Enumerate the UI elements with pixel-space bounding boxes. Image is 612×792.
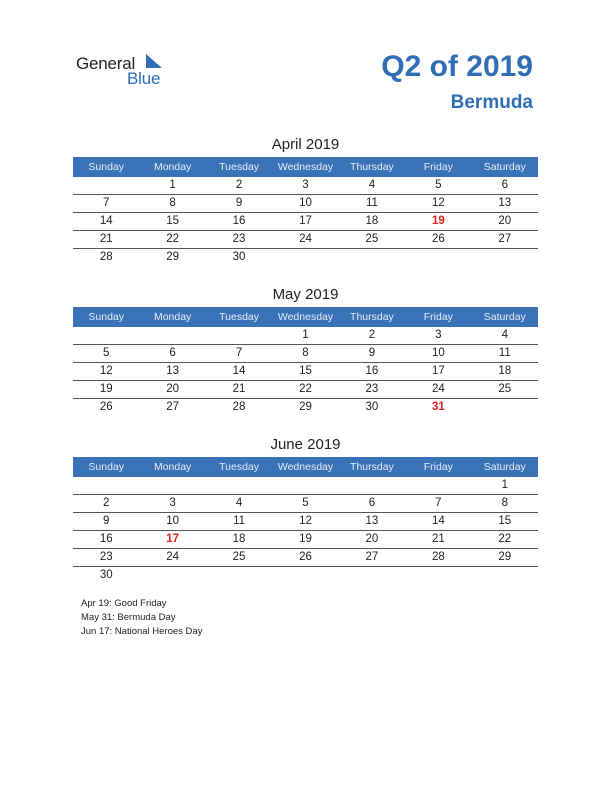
day-cell: 15 bbox=[299, 365, 312, 377]
day-cell bbox=[272, 477, 338, 494]
day-cell: 2 bbox=[103, 497, 110, 509]
month-calendar bbox=[73, 284, 538, 416]
day-cell: 17 bbox=[431, 365, 445, 377]
day-cell: 31 bbox=[431, 401, 445, 413]
week-row bbox=[73, 567, 538, 584]
day-cell bbox=[472, 567, 538, 584]
weekday-label: Friday bbox=[423, 311, 453, 323]
weekday-label: Thursday bbox=[350, 161, 394, 173]
day-cell: 21 bbox=[99, 233, 113, 245]
day-cell: 30 bbox=[99, 569, 113, 581]
day-cell: 17 bbox=[299, 215, 312, 227]
weekday-label: Saturday bbox=[483, 461, 526, 473]
day-cell: 1 bbox=[302, 329, 309, 341]
day-cell: 2 bbox=[235, 179, 243, 191]
day-cell: 1 bbox=[169, 179, 176, 191]
month-calendar bbox=[73, 134, 538, 266]
weekday-header bbox=[73, 157, 538, 177]
day-cell: 27 bbox=[498, 233, 512, 245]
brand-logo bbox=[76, 52, 186, 92]
weekday-label: Monday bbox=[153, 161, 192, 173]
week-row bbox=[73, 249, 538, 266]
day-cell bbox=[73, 477, 139, 494]
day-cell: 12 bbox=[99, 365, 113, 377]
weekday-label: Tuesday bbox=[219, 461, 259, 473]
day-cell: 10 bbox=[431, 347, 445, 359]
weekday-label: Sunday bbox=[88, 161, 125, 173]
weekday-label: Monday bbox=[153, 461, 192, 473]
weekday-label: Thursday bbox=[350, 461, 394, 473]
day-cell: 4 bbox=[501, 329, 508, 341]
day-cell: 14 bbox=[99, 215, 113, 227]
day-cell: 2 bbox=[368, 329, 376, 341]
day-cell: 10 bbox=[299, 197, 312, 209]
day-cell: 18 bbox=[232, 533, 246, 545]
month-title: June 2019 bbox=[270, 436, 341, 453]
day-cell: 5 bbox=[103, 347, 110, 359]
day-cell: 5 bbox=[435, 179, 442, 191]
day-cell: 29 bbox=[299, 401, 312, 413]
week-row bbox=[73, 531, 538, 549]
week-row bbox=[73, 399, 538, 416]
day-cell: 15 bbox=[166, 215, 180, 227]
day-cell: 7 bbox=[435, 497, 442, 509]
month-title: May 2019 bbox=[272, 286, 339, 303]
day-cell: 6 bbox=[169, 347, 176, 359]
day-cell: 27 bbox=[365, 551, 379, 563]
day-cell: 8 bbox=[169, 197, 176, 209]
weekday-label: Wednesday bbox=[277, 311, 334, 323]
day-cell bbox=[73, 327, 139, 344]
day-cell: 15 bbox=[498, 515, 512, 527]
day-cell: 29 bbox=[498, 551, 512, 563]
day-cell bbox=[472, 249, 538, 266]
day-cell: 7 bbox=[235, 347, 243, 359]
day-cell bbox=[405, 567, 471, 584]
day-cell: 24 bbox=[299, 233, 312, 245]
weekday-label: Tuesday bbox=[219, 161, 259, 173]
day-cell: 6 bbox=[368, 497, 376, 509]
day-cell: 20 bbox=[365, 533, 379, 545]
day-cell: 9 bbox=[235, 197, 243, 209]
weekday-label: Monday bbox=[153, 311, 192, 323]
week-rows bbox=[73, 477, 538, 584]
day-cell: 4 bbox=[368, 179, 376, 191]
day-cell: 14 bbox=[431, 515, 445, 527]
week-row bbox=[73, 213, 538, 231]
day-cell: 21 bbox=[232, 383, 246, 395]
day-cell: 11 bbox=[233, 515, 246, 527]
day-cell bbox=[472, 399, 538, 416]
day-cell: 30 bbox=[365, 401, 379, 413]
triangle-flag-icon bbox=[146, 54, 162, 68]
day-cell bbox=[139, 327, 205, 344]
day-cell bbox=[139, 477, 205, 494]
holiday-note: Jun 17: National Heroes Day bbox=[81, 626, 203, 637]
day-cell: 19 bbox=[431, 215, 445, 227]
weekday-header bbox=[73, 457, 538, 477]
week-row bbox=[73, 549, 538, 567]
day-cell: 9 bbox=[368, 347, 376, 359]
day-cell bbox=[206, 327, 272, 344]
day-cell: 21 bbox=[431, 533, 445, 545]
week-row bbox=[73, 477, 538, 495]
weekday-label: Friday bbox=[423, 161, 453, 173]
day-cell: 14 bbox=[232, 365, 246, 377]
day-cell: 12 bbox=[431, 197, 445, 209]
page-subtitle: Bermuda bbox=[450, 92, 533, 113]
week-row bbox=[73, 345, 538, 363]
day-cell bbox=[206, 567, 272, 584]
day-cell: 19 bbox=[299, 533, 312, 545]
day-cell: 18 bbox=[498, 365, 512, 377]
day-cell: 13 bbox=[166, 365, 180, 377]
logo-text-blue: Blue bbox=[127, 69, 161, 88]
day-cell bbox=[339, 567, 405, 584]
day-cell: 24 bbox=[166, 551, 180, 563]
week-row bbox=[73, 495, 538, 513]
day-cell: 11 bbox=[365, 197, 378, 209]
weekday-label: Thursday bbox=[350, 311, 394, 323]
day-cell bbox=[339, 249, 405, 266]
day-cell: 23 bbox=[232, 233, 246, 245]
day-cell: 5 bbox=[302, 497, 309, 509]
day-cell: 16 bbox=[365, 365, 379, 377]
week-rows bbox=[73, 327, 538, 416]
day-cell: 13 bbox=[498, 197, 512, 209]
weekday-label: Sunday bbox=[88, 461, 125, 473]
day-cell: 22 bbox=[299, 383, 312, 395]
week-row bbox=[73, 177, 538, 195]
weekday-label: Wednesday bbox=[277, 161, 334, 173]
weekday-label: Friday bbox=[423, 461, 453, 473]
day-cell: 10 bbox=[166, 515, 180, 527]
holiday-notes bbox=[81, 597, 202, 639]
day-cell: 7 bbox=[103, 197, 110, 209]
day-cell: 4 bbox=[235, 497, 243, 509]
day-cell: 27 bbox=[166, 401, 180, 413]
weekday-header bbox=[73, 307, 538, 327]
day-cell: 3 bbox=[302, 179, 309, 191]
day-cell: 25 bbox=[232, 551, 246, 563]
day-cell: 28 bbox=[232, 401, 246, 413]
day-cell: 26 bbox=[431, 233, 445, 245]
day-cell bbox=[73, 177, 139, 194]
day-cell: 23 bbox=[99, 551, 113, 563]
day-cell: 25 bbox=[365, 233, 379, 245]
day-cell: 13 bbox=[365, 515, 379, 527]
day-cell: 12 bbox=[299, 515, 312, 527]
week-row bbox=[73, 195, 538, 213]
day-cell bbox=[272, 567, 338, 584]
week-row bbox=[73, 381, 538, 399]
day-cell: 18 bbox=[365, 215, 379, 227]
day-cell bbox=[272, 249, 338, 266]
weekday-label: Saturday bbox=[483, 311, 526, 323]
day-cell: 29 bbox=[166, 251, 180, 263]
day-cell bbox=[405, 477, 471, 494]
holiday-note: May 31: Bermuda Day bbox=[81, 612, 176, 623]
day-cell: 9 bbox=[103, 515, 110, 527]
day-cell: 20 bbox=[498, 215, 512, 227]
day-cell: 16 bbox=[232, 215, 246, 227]
week-row bbox=[73, 231, 538, 249]
day-cell: 11 bbox=[498, 347, 511, 359]
day-cell: 22 bbox=[498, 533, 512, 545]
day-cell bbox=[405, 249, 471, 266]
weekday-label: Sunday bbox=[88, 311, 125, 323]
day-cell: 20 bbox=[166, 383, 180, 395]
week-row bbox=[73, 327, 538, 345]
week-row bbox=[73, 363, 538, 381]
day-cell: 17 bbox=[166, 533, 180, 545]
day-cell: 6 bbox=[501, 179, 508, 191]
day-cell: 30 bbox=[232, 251, 246, 263]
day-cell: 28 bbox=[431, 551, 445, 563]
page-title: Q2 of 2019 bbox=[381, 50, 533, 83]
day-cell: 25 bbox=[498, 383, 512, 395]
day-cell: 19 bbox=[99, 383, 113, 395]
month-calendar bbox=[73, 434, 538, 584]
day-cell: 3 bbox=[169, 497, 176, 509]
weekday-label: Wednesday bbox=[277, 461, 334, 473]
weekday-label: Saturday bbox=[483, 161, 526, 173]
day-cell bbox=[339, 477, 405, 494]
month-title: April 2019 bbox=[271, 136, 340, 153]
day-cell: 8 bbox=[302, 347, 309, 359]
day-cell: 8 bbox=[501, 497, 508, 509]
day-cell: 22 bbox=[166, 233, 180, 245]
week-rows bbox=[73, 177, 538, 266]
day-cell: 26 bbox=[99, 401, 113, 413]
day-cell: 23 bbox=[365, 383, 379, 395]
week-row bbox=[73, 513, 538, 531]
day-cell: 24 bbox=[431, 383, 445, 395]
day-cell bbox=[206, 477, 272, 494]
day-cell bbox=[139, 567, 205, 584]
day-cell: 3 bbox=[435, 329, 442, 341]
holiday-note: Apr 19: Good Friday bbox=[81, 598, 167, 609]
day-cell: 26 bbox=[299, 551, 312, 563]
day-cell: 16 bbox=[99, 533, 113, 545]
day-cell: 1 bbox=[501, 479, 508, 491]
day-cell: 28 bbox=[99, 251, 113, 263]
logo-text-general: General bbox=[76, 54, 136, 73]
weekday-label: Tuesday bbox=[219, 311, 259, 323]
